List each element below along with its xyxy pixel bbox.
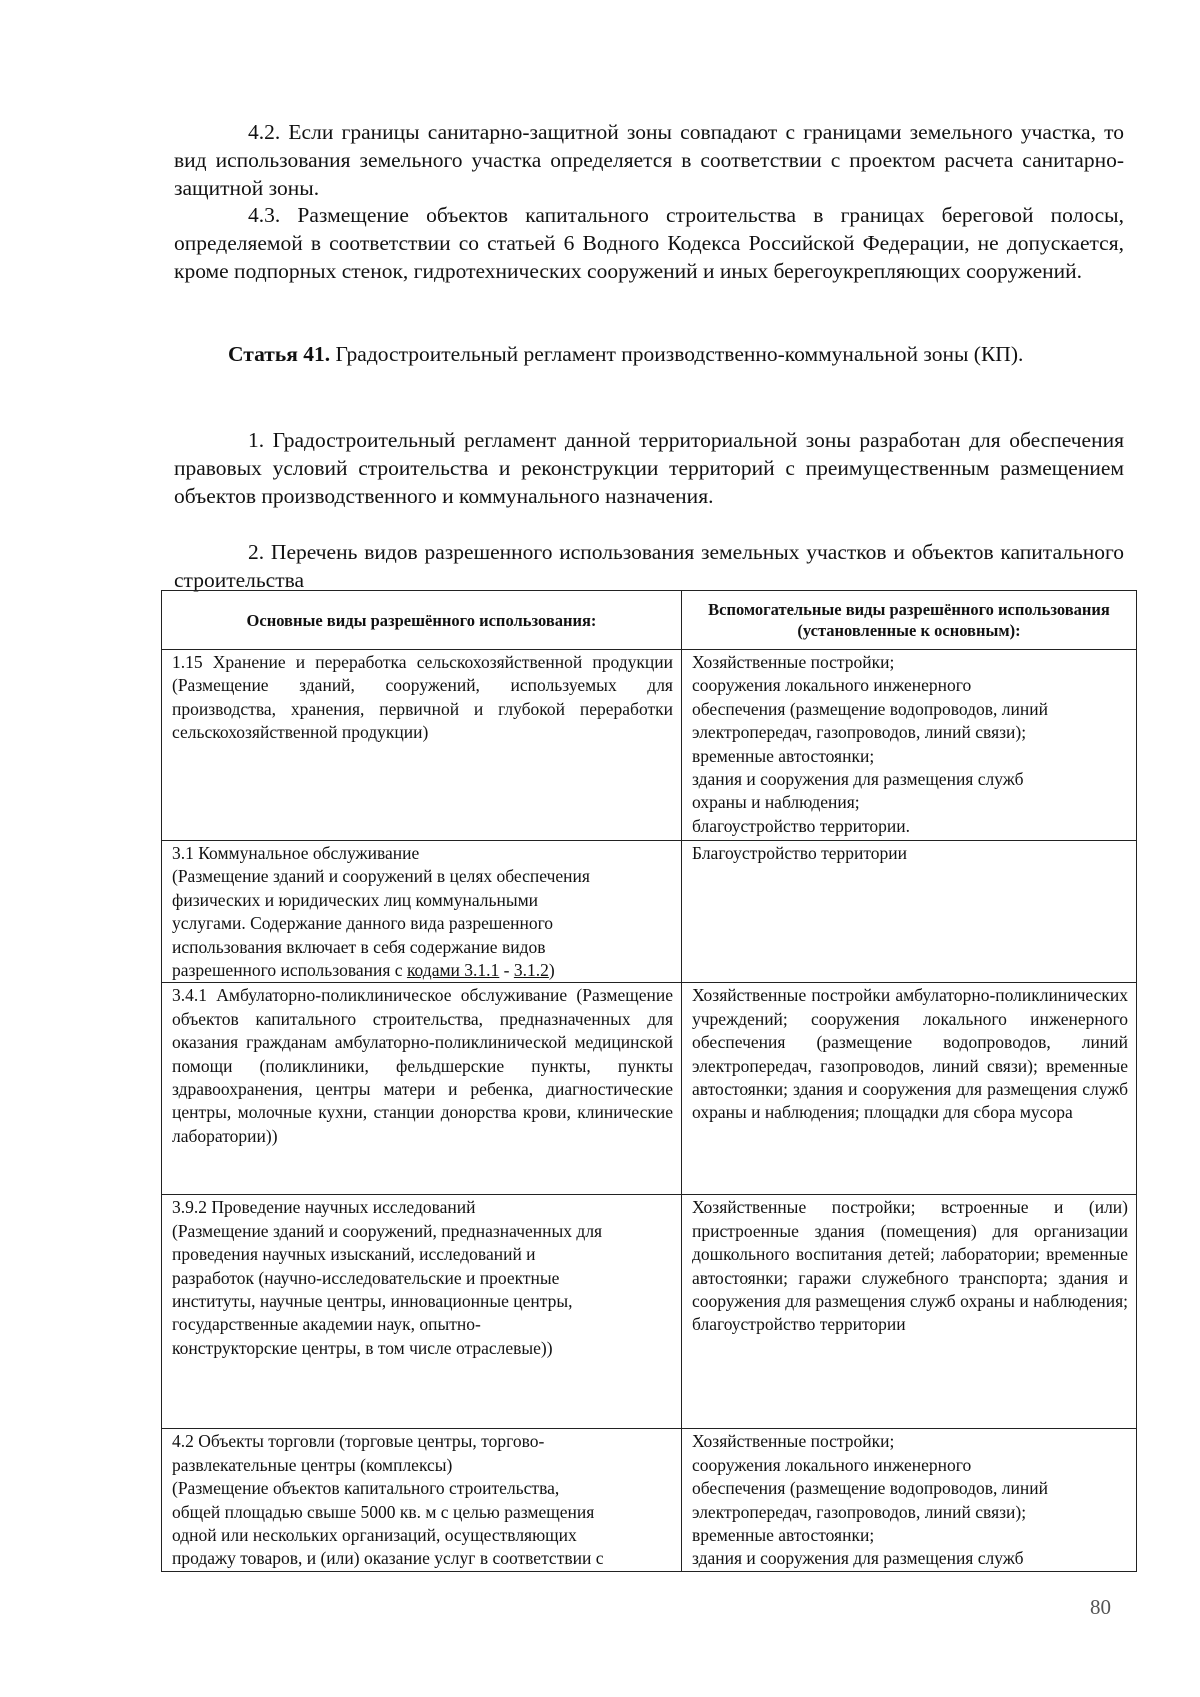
aux-line: охраны и наблюдения;: [692, 792, 860, 813]
aux-line: сооружения локального инженерного: [692, 1454, 972, 1475]
aux-line: электропередач, газопроводов, линий связи);: [692, 1501, 1027, 1522]
aux-use-cell: [682, 841, 1137, 983]
main-line: (Размещение зданий и сооружений в целях обеспечения: [172, 866, 590, 887]
aux-line: электропередач, газопроводов, линий связи);: [692, 722, 1027, 743]
aux-line: здания и сооружения для размещения служб: [692, 769, 1024, 790]
main-line: институты, научные центры, инновационные центры,: [172, 1291, 573, 1312]
aux-line: благоустройство территории.: [692, 815, 911, 836]
main-line: (Размещение объектов капитального строительства,: [172, 1478, 560, 1499]
main-line: государственные академии наук, опытно-: [172, 1314, 481, 1335]
main-use-cell: 3.4.1 Амбулаторно-поликлиническое обслуживание (Размещение объектов капитального строительства, предназначенных для оказания гражданам амбулаторно-поликлинической медицинской помощи (поликлиники, фельдшерские пункты, пункты здравоохранения, центры матери и ребенка, диагностические центры, молочные кухни, станции донорства крови, клинические лаборатории)): [162, 983, 682, 1195]
article-label: Статья 41.: [228, 342, 331, 366]
page-number: 80: [1090, 1595, 1111, 1619]
main-line: продажу товаров, и (или) оказание услуг в соответствии с: [172, 1548, 604, 1569]
paragraph-item-2: [174, 538, 1124, 594]
table-row: [162, 983, 1137, 1195]
header-aux-uses: Вспомогательные виды разрешённого использования (установленные к основным):: [682, 591, 1137, 650]
main-line: одной или нескольких организаций, осуществляющих: [172, 1525, 577, 1546]
main-use-cell: [162, 841, 682, 983]
main-line-suffix: ): [548, 960, 555, 981]
paragraph-4-2: [174, 118, 1124, 202]
aux-line: Хозяйственные постройки;: [692, 1431, 895, 1452]
aux-line: Благоустройство территории: [692, 843, 907, 863]
table-row: [162, 841, 1137, 983]
aux-use-cell: [682, 650, 1137, 841]
main-line: (Размещение зданий и сооружений, предназначенных для: [172, 1220, 603, 1241]
table-row: [162, 1195, 1137, 1429]
aux-line: временные автостоянки;: [692, 745, 875, 766]
code-separator: -: [499, 960, 514, 981]
article-heading: [174, 340, 1124, 368]
main-line: 3.1 Коммунальное обслуживание: [172, 843, 420, 863]
main-line: проведения научных изысканий, исследований и: [172, 1244, 536, 1265]
header-main-uses: Основные виды разрешённого использования:: [162, 591, 682, 650]
item-2-text: 2. Перечень видов разрешенного использования земельных участков и объектов капитального строительства: [174, 540, 1124, 592]
aux-line: обеспечения (размещение водопроводов, линий: [692, 698, 1048, 719]
main-line: [172, 959, 673, 982]
aux-use-cell: Хозяйственные постройки; встроенные и (или) пристроенные здания (помещения) для организации дошкольного воспитания детей; лаборатории; временные автостоянки; гаражи служебного транспорта; здания и сооружения для размещения служб охраны и наблюдения; благоустройство территории: [682, 1195, 1137, 1429]
main-line: конструкторские центры, в том числе отраслевые)): [172, 1337, 553, 1358]
paragraph-4-2-text: 4.2. Если границы санитарно-защитной зоны совпадают с границами земельного участка, то вид использования земельного участка определяется в соответствии с проектом расчета санитарно-защитной зоны.: [174, 120, 1124, 200]
item-1-text: 1. Градостроительный регламент данной территориальной зоны разработан для обеспечения правовых условий строительства и реконструкции территорий с преимущественным размещением объектов производственного и коммунального назначения.: [174, 428, 1124, 508]
aux-use-cell: [682, 1429, 1137, 1571]
main-use-cell: [162, 1429, 682, 1571]
table-row: [162, 1429, 1137, 1571]
aux-line: сооружения локального инженерного: [692, 675, 972, 696]
paragraph-4-3-text: 4.3. Размещение объектов капитального строительства в границах береговой полосы, определяемой в соответствии со статьей 6 Водного Кодекса Российской Федерации, не допускается, кроме подпорных стенок, гидротехнических сооружений и иных берегоукрепляющих сооружений.: [174, 203, 1124, 283]
aux-line: Хозяйственные постройки;: [692, 652, 895, 672]
article-title-text: Градостроительный регламент производственно-коммунальной зоны (КП).: [335, 342, 1024, 366]
aux-use-cell: Хозяйственные постройки амбулаторно-поликлинических учреждений; сооружения локального инженерного обеспечения (размещение водопроводов, линий электропередач, газопроводов, линий связи); временные автостоянки; здания и сооружения для размещения служб охраны и наблюдения; площадки для сбора мусора: [682, 983, 1137, 1195]
aux-line: обеспечения (размещение водопроводов, линий: [692, 1478, 1048, 1499]
main-line: 4.2 Объекты торговли (торговые центры, торгово-: [172, 1431, 545, 1452]
table-row: [162, 650, 1137, 841]
aux-line: временные автостоянки;: [692, 1525, 875, 1546]
main-line: физических и юридических лиц коммунальными: [172, 889, 539, 910]
main-line: разработок (научно-исследовательские и проектные: [172, 1267, 560, 1288]
main-line: услугами. Содержание данного вида разрешенного: [172, 913, 554, 934]
paragraph-item-1: [174, 426, 1124, 510]
aux-line: здания и сооружения для размещения служб: [692, 1548, 1024, 1569]
main-use-cell: 1.15 Хранение и переработка сельскохозяйственной продукции (Размещение зданий, сооружений, используемых для производства, хранения, первичной и глубокой переработки сельскохозяйственной продукции): [162, 650, 682, 841]
main-line: развлекательные центры (комплексы): [172, 1454, 453, 1475]
main-line: 3.9.2 Проведение научных исследований: [172, 1197, 476, 1218]
permitted-use-table: [161, 590, 1137, 1572]
main-use-cell: [162, 1195, 682, 1429]
main-line: использования включает в себя содержание видов: [172, 936, 546, 957]
table-header-row: [162, 591, 1137, 650]
code-link-3-1-2[interactable]: 3.1.2: [513, 960, 549, 981]
code-link-3-1-1[interactable]: кодами 3.1.1: [406, 960, 500, 981]
main-line: общей площадью свыше 5000 кв. м с целью размещения: [172, 1501, 595, 1522]
main-line-prefix: разрешенного использования с: [172, 960, 407, 981]
paragraph-4-3: [174, 201, 1124, 285]
